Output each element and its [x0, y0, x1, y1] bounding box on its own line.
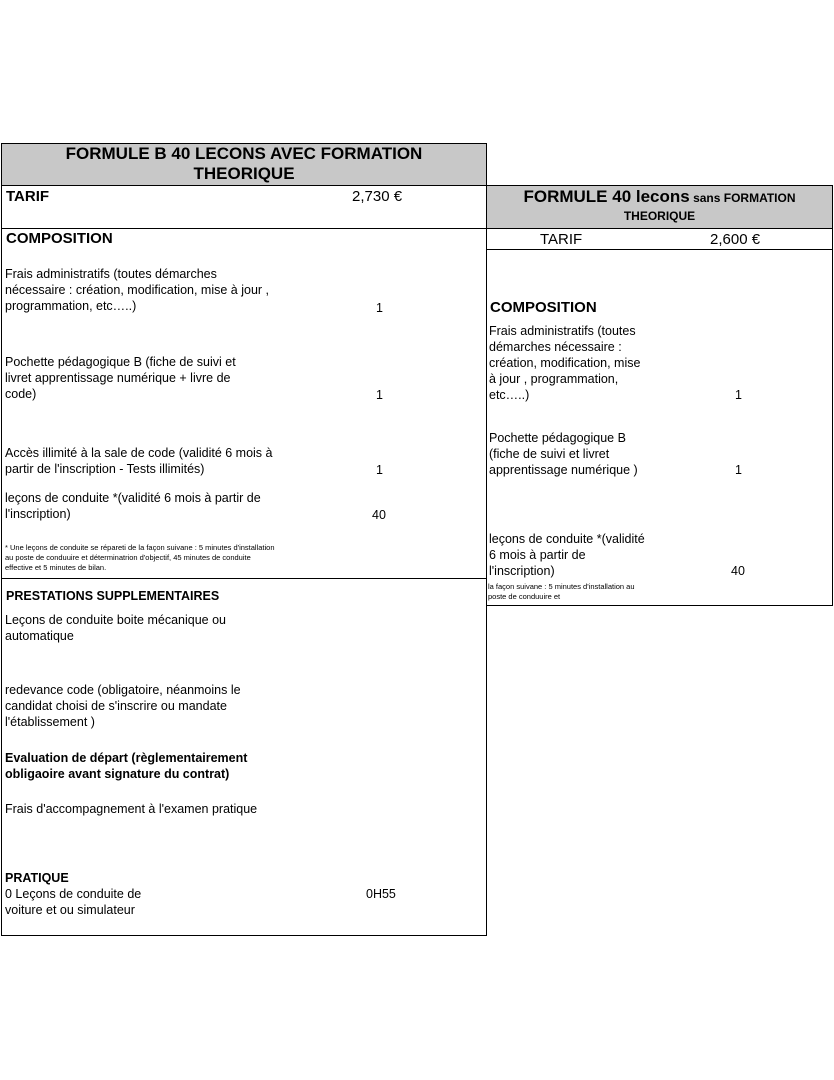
- left-prestation-evaluation: Evaluation de départ (règlementairement obligaoire avant signature du contrat): [5, 751, 248, 781]
- left-prestation-redevance: redevance code (obligatoire, néanmoins le candidat choisi de s'inscrire ou mandate l'établissement ): [5, 683, 241, 729]
- left-item-code-access: Accès illimité à la sale de code (validité 6 mois à partir de l'inscription - Tests illimités): [5, 446, 273, 476]
- left-item-pochette-qty: 1: [376, 388, 383, 402]
- left-item-code-access-qty: 1: [376, 463, 383, 477]
- left-pratique-label: PRATIQUE: [5, 871, 69, 885]
- left-formula-title: FORMULE B 40 LECONS AVEC FORMATION THEORIQUE: [2, 144, 486, 185]
- right-tarif-divider: [486, 249, 833, 250]
- left-tarif-value: 2,730 €: [352, 188, 403, 205]
- right-item-admin-qty: 1: [735, 388, 742, 402]
- left-composition-label: COMPOSITION: [6, 230, 113, 247]
- right-title-main: FORMULE 40 lecons: [523, 187, 690, 206]
- left-composition-divider: [1, 578, 487, 579]
- right-footnote: la façon suivane : 5 minutes d'installation au poste de conduuire et: [488, 582, 635, 601]
- left-item-admin-qty: 1: [376, 301, 383, 315]
- left-pratique-value: 0H55: [366, 887, 396, 901]
- right-title-divider: [486, 228, 833, 229]
- right-tarif-label: TARIF: [540, 231, 583, 248]
- left-formula-table: [1, 143, 487, 936]
- left-prestation-exam-fees: Frais d'accompagnement à l'examen pratique: [5, 802, 258, 816]
- left-prestations-label: PRESTATIONS SUPPLEMENTAIRES: [6, 589, 220, 603]
- right-item-lessons-qty: 40: [731, 564, 745, 578]
- left-footnote: * Une leçons de conduite se répareti de la façon suivane : 5 minutes d'installation au poste de conduuire et déterminatrion d'objectif, 45 minutes de conduite effective et 5 minutes de bilan.: [5, 543, 275, 572]
- left-item-lessons: leçons de conduite *(validité 6 mois à partir de l'inscription): [5, 491, 261, 521]
- left-item-lessons-qty: 40: [372, 508, 386, 522]
- right-item-lessons: leçons de conduite *(validité 6 mois à partir de l'inscription): [489, 532, 645, 578]
- right-item-pochette-qty: 1: [735, 463, 742, 477]
- right-formula-title: [487, 186, 832, 228]
- left-tarif-label: TARIF: [6, 188, 50, 205]
- right-title-small: sans FORMATION THEORIQUE: [623, 191, 796, 223]
- right-tarif-value: 2,600 €: [710, 231, 761, 248]
- left-prestation-lessons: Leçons de conduite boite mécanique ou automatique: [5, 613, 226, 643]
- left-pratique-text: 0 Leçons de conduite de voiture et ou simulateur: [5, 887, 142, 917]
- left-title-divider: [1, 185, 487, 186]
- left-item-pochette: Pochette pédagogique B (fiche de suivi et livret apprentissage numérique + livre de code): [5, 355, 236, 401]
- left-item-admin: Frais administratifs (toutes démarches nécessaire : création, modification, mise à jour , programmation, etc…..): [5, 267, 270, 313]
- right-item-admin: Frais administratifs (toutes démarches nécessaire : création, modification, mise à jour , programmation, etc…..): [489, 324, 641, 402]
- left-tarif-divider: [1, 228, 487, 229]
- right-item-pochette: Pochette pédagogique B (fiche de suivi et livret apprentissage numérique ): [489, 431, 638, 477]
- right-composition-label: COMPOSITION: [490, 299, 597, 316]
